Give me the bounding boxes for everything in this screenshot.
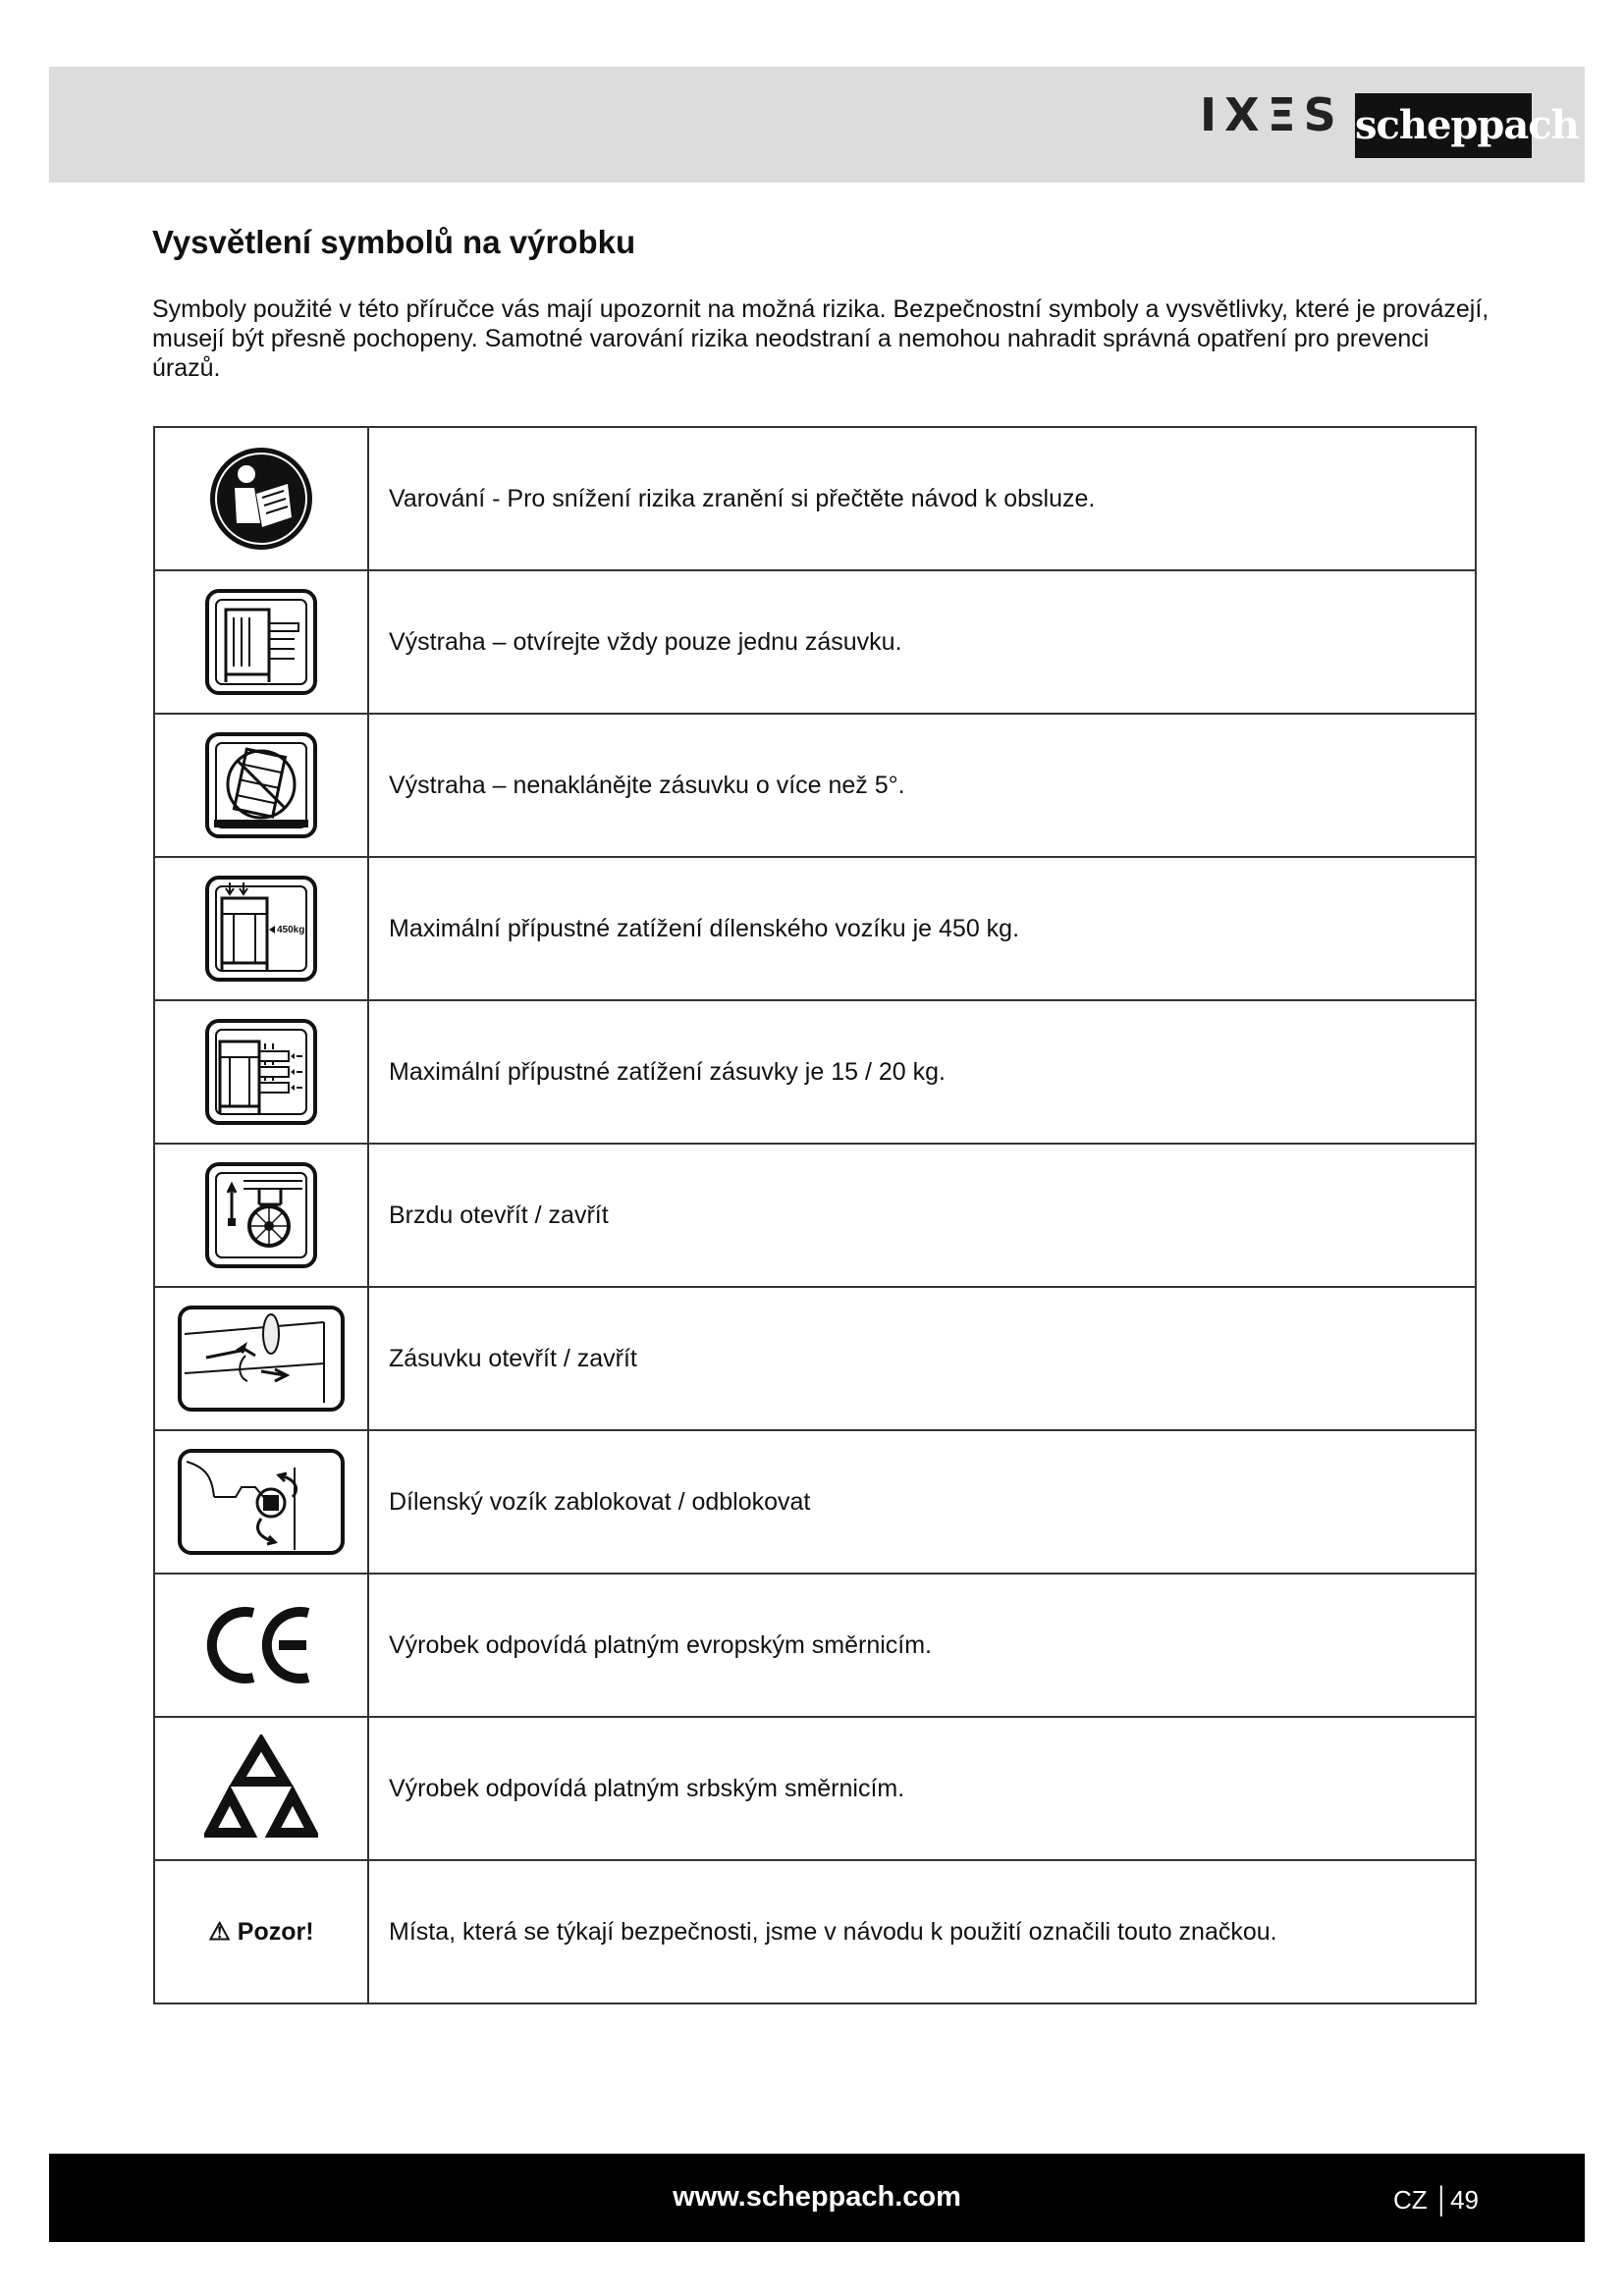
serbian-conformity-icon <box>204 1735 318 1842</box>
symbol-description: Místa, která se týkají bezpečnosti, jsme v návodu k použití označili touto značkou. <box>368 1860 1476 2003</box>
symbol-description: Výrobek odpovídá platným evropským směrnicím. <box>368 1574 1476 1717</box>
table-row <box>154 1144 1476 1287</box>
symbol-description: Zásuvku otevřít / zavřít <box>368 1287 1476 1430</box>
intro-paragraph: Symboly použité v této příručce vás mají upozornit na možná rizika. Bezpečnostní symboly a vysvětlivky, které je provázejí, musejí být přesně pochopeny. Samotné varování rizika neodstraní a nemohou nahradit správná opatření pro prevenci úrazů. <box>152 295 1489 382</box>
table-row <box>154 1574 1476 1717</box>
ixes-logo: IXΞS <box>1200 88 1344 141</box>
symbol-description: Dílenský vozík zablokovat / odblokovat <box>368 1430 1476 1574</box>
read-manual-icon <box>207 445 315 553</box>
table-row <box>154 570 1476 714</box>
wheel-brake-icon <box>204 1161 318 1269</box>
symbol-description: Maximální přípustné zatížení dílenského vozíku je 450 kg. <box>368 857 1476 1000</box>
table-row <box>154 1287 1476 1430</box>
max-load-drawer-icon <box>204 1018 318 1126</box>
no-tilt-icon <box>204 731 318 839</box>
page-title: Vysvětlení symbolů na výrobku <box>152 224 636 260</box>
table-row <box>154 1717 1476 1860</box>
one-drawer-icon <box>204 588 318 696</box>
table-row <box>154 857 1476 1000</box>
symbol-description: Brzdu otevřít / zavřít <box>368 1144 1476 1287</box>
symbol-description: Výrobek odpovídá platným srbským směrnicím. <box>368 1717 1476 1860</box>
website-link[interactable]: www.scheppach.com <box>673 2181 961 2213</box>
symbols-table <box>153 426 1477 2004</box>
page-number: CZ │49 <box>1392 2185 1479 2215</box>
warning-label: ⚠ Pozor! <box>208 1918 314 1946</box>
symbol-description: Maximální přípustné zatížení zásuvky je 15 / 20 kg. <box>368 1000 1476 1144</box>
scheppach-logo: scheppach <box>1355 93 1532 158</box>
symbol-description: Varování - Pro snížení rizika zranění si přečtěte návod k obsluze. <box>368 427 1476 570</box>
table-row <box>154 1000 1476 1144</box>
ce-mark-icon <box>204 1601 318 1689</box>
table-row <box>154 1430 1476 1574</box>
table-row <box>154 714 1476 857</box>
table-row <box>154 427 1476 570</box>
symbol-description: Výstraha – otvírejte vždy pouze jednu zásuvku. <box>368 570 1476 714</box>
table-row <box>154 1860 1476 2003</box>
warning-triangle-icon: ⚠ <box>208 1918 231 1946</box>
drawer-open-icon <box>177 1305 346 1413</box>
load-label: 450kg <box>277 925 305 935</box>
max-load-cart-icon <box>204 875 318 983</box>
page-footer <box>49 2154 1585 2242</box>
symbol-description: Výstraha – nenaklánějte zásuvku o více než 5°. <box>368 714 1476 857</box>
lock-icon <box>177 1448 346 1556</box>
